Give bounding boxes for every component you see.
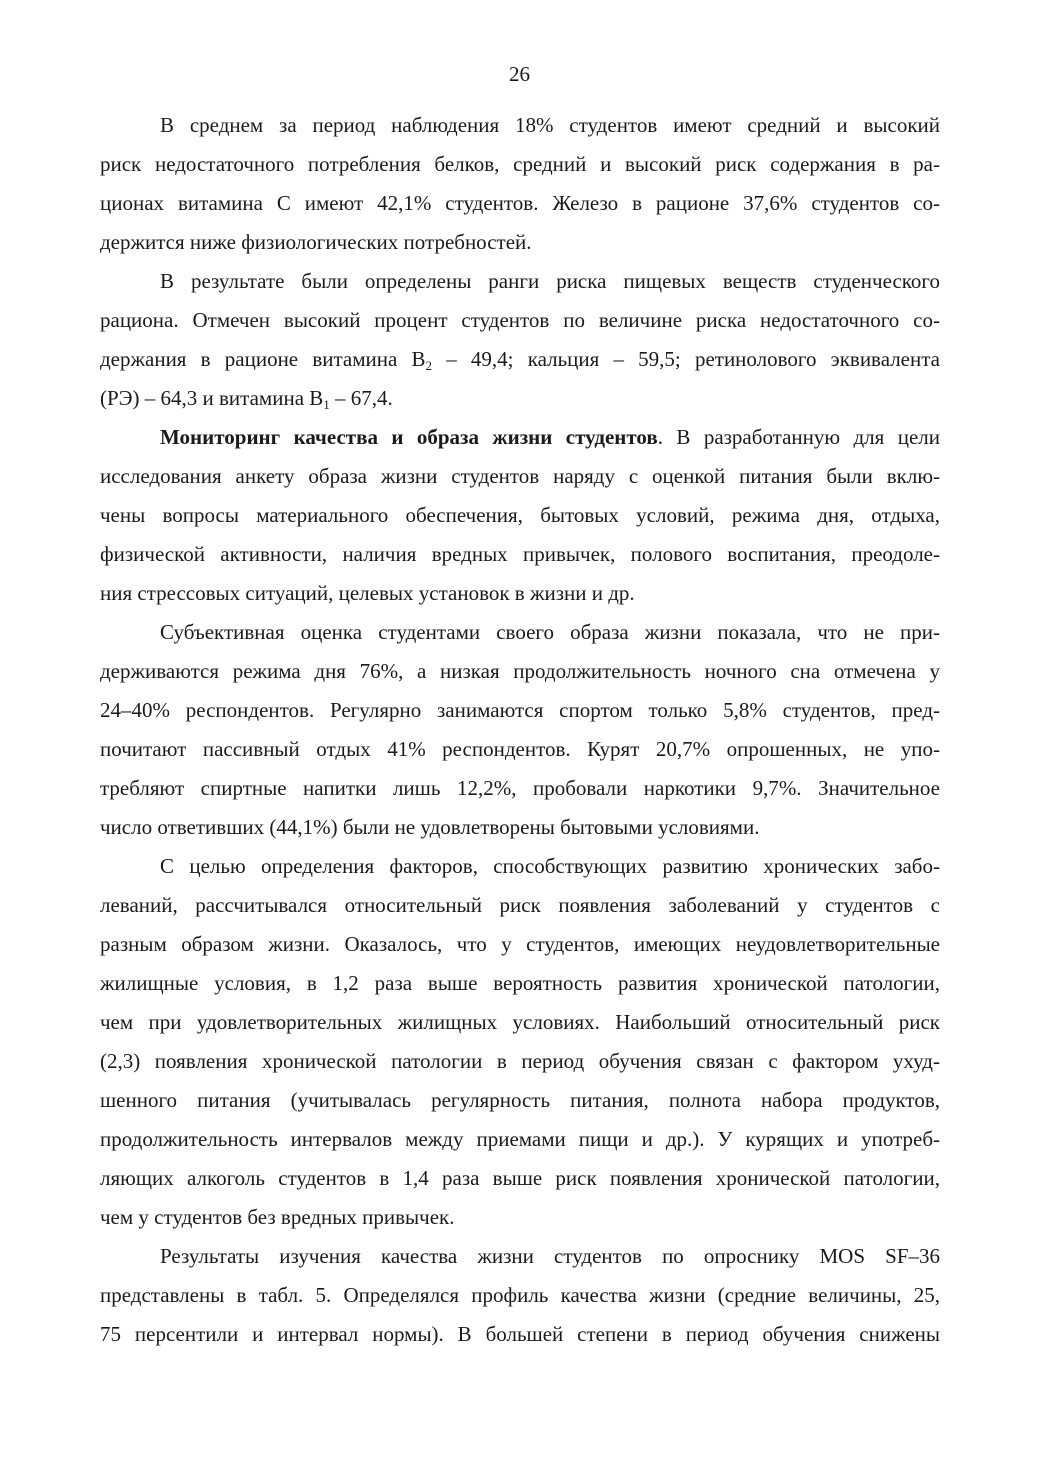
- paragraph-1-line-1: В среднем за период наблюдения 18% студентов имеют средний и высокий: [160, 113, 940, 137]
- paragraph-2-line-4: [100, 384, 940, 412]
- paragraph-5-line-5: чем при удовлетворительных жилищных условиях. Наибольший относительный риск: [100, 1010, 940, 1034]
- paragraph-4-line-2: держиваются режима дня 76%, а низкая продолжительность ночного сна отмечена у: [100, 659, 940, 683]
- paragraph-3-line-3: чены вопросы материального обеспечения, бытовых условий, режима дня, отдыха,: [100, 503, 940, 527]
- paragraph-5-line-3: разным образом жизни. Оказалось, что у студентов, имеющих неудовлетворительные: [100, 932, 940, 956]
- page-number: 26: [509, 62, 530, 86]
- section-heading: Мониторинг качества и образа жизни студентов: [160, 425, 658, 449]
- paragraph-4-line-5: требляют спиртные напитки лишь 12,2%, пробовали наркотики 9,7%. Значительное: [100, 776, 940, 800]
- paragraph-1-line-2: риск недостаточного потребления белков, средний и высокий риск содержания в ра-: [100, 152, 940, 176]
- paragraph-2-line-2: рациона. Отмечен высокий процент студентов по величине риска недостаточного со-: [100, 308, 940, 332]
- paragraph-5-line-10: чем у студентов без вредных привычек.: [100, 1205, 455, 1229]
- paragraph-2-line-3: [100, 345, 940, 373]
- paragraph-4-line-6: число ответивших (44,1%) были не удовлетворены бытовыми условиями.: [100, 815, 760, 839]
- paragraph-3-line-2: исследования анкету образа жизни студентов наряду с оценкой питания были вклю-: [100, 464, 940, 488]
- paragraph-2-line-1: В результате были определены ранги риска пищевых веществ студенческого: [160, 269, 940, 293]
- paragraph-5-line-8: продолжительность интервалов между приемами пищи и др.). У курящих и употреб-: [100, 1127, 940, 1151]
- paragraph-5-line-1: С целью определения факторов, способствующих развитию хронических забо-: [160, 854, 940, 878]
- paragraph-1-line-4: держится ниже физиологических потребностей.: [100, 230, 532, 254]
- paragraph-5-line-7: шенного питания (учитывалась регулярность питания, полнота набора продуктов,: [100, 1088, 940, 1112]
- paragraph-3-line-4: физической активности, наличия вредных привычек, полового воспитания, преодоле-: [100, 542, 940, 566]
- paragraph-6-line-2: представлены в табл. 5. Определялся профиль качества жизни (средние величины, 25,: [100, 1283, 940, 1307]
- paragraph-5-line-9: ляющих алкоголь студентов в 1,4 раза выше риск появления хронической патологии,: [100, 1166, 940, 1190]
- paragraph-6-line-3: 75 персентили и интервал нормы). В большей степени в период обучения снижены: [100, 1322, 940, 1346]
- paragraph-5-line-6: (2,3) появления хронической патологии в период обучения связан с фактором ухуд-: [100, 1049, 940, 1073]
- paragraph-5-line-2: леваний, рассчитывался относительный риск появления заболеваний у студентов с: [100, 893, 940, 917]
- paragraph-4-line-4: почитают пассивный отдых 41% респондентов. Курят 20,7% опрошенных, не упо-: [100, 737, 940, 761]
- paragraph-5-line-4: жилищные условия, в 1,2 раза выше вероятность развития хронической патологии,: [100, 971, 940, 995]
- paragraph-1-line-3: ционах витамина С имеют 42,1% студентов. Железо в рационе 37,6% студентов со-: [100, 191, 940, 215]
- paragraph-3-line-1: [160, 423, 940, 451]
- paragraph-2-line-4-text-a: (РЭ) – 64,3 и витамина В: [100, 386, 324, 410]
- paragraph-6-line-1: Результаты изучения качества жизни студентов по опроснику MOS SF–36: [160, 1244, 940, 1268]
- paragraph-4-line-3: 24–40% респондентов. Регулярно занимаются спортом только 5,8% студентов, пред-: [100, 698, 940, 722]
- paragraph-3-line-5: ния стрессовых ситуаций, целевых установок в жизни и др.: [100, 581, 635, 605]
- subscript-1: 1: [323, 397, 330, 412]
- paragraph-2-line-3-text-a: держания в рационе витамина В: [100, 347, 426, 371]
- paragraph-4-line-1: Субъективная оценка студентами своего образа жизни показала, что не при-: [160, 620, 940, 644]
- paragraph-2-line-3-text-b: – 49,4; кальция – 59,5; ретинолового эквивалента: [432, 347, 940, 371]
- paragraph-3-line-1-rest: . В разработанную для цели: [657, 425, 941, 449]
- subscript-2: 2: [425, 358, 433, 373]
- paragraph-2-line-4-text-b: – 67,4.: [329, 386, 393, 410]
